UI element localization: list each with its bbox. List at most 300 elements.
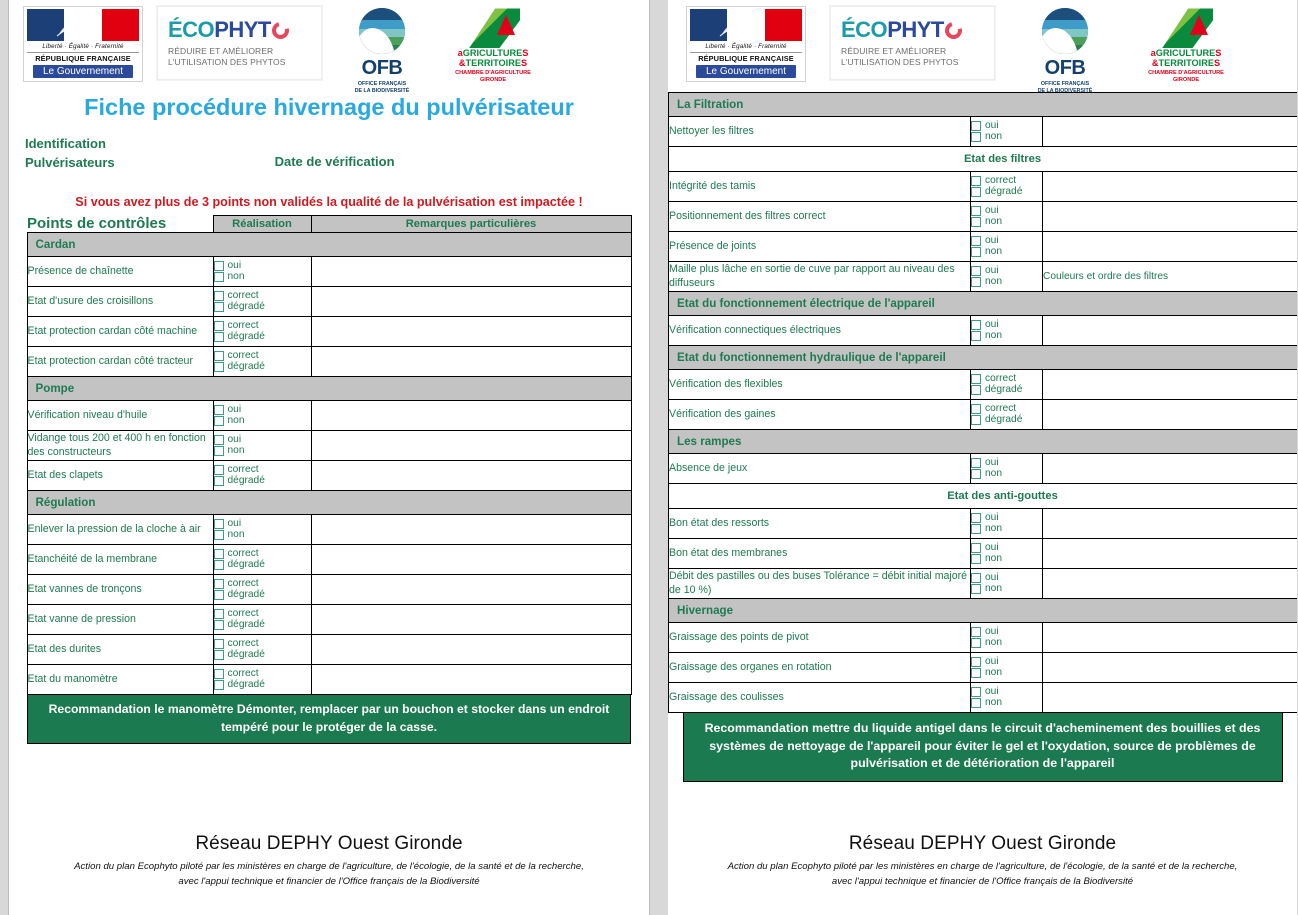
table-row [669,232,1298,262]
warning-text: Si vous avez plus de 3 points non validés la qualité de la pulvérisation est impactée ! [75,194,583,209]
footer-subtitle-right [668,860,1297,889]
checkbox-icon[interactable] [214,416,224,426]
checkbox-label: dégradé [227,558,265,570]
realisation-cell [971,623,1043,653]
ofb-logo-right [1019,6,1111,95]
table-row [669,569,1298,599]
ecophyto-subtitle-right [841,46,984,67]
agri-line1-b: GRICULTURE [462,48,523,58]
checkbox-icon[interactable] [214,680,224,690]
control-point-label: Etat du manomètre [27,665,213,695]
checkbox-option[interactable] [971,584,1042,595]
control-point-label: Présence de chaînette [27,257,213,287]
divider [27,52,139,53]
checkbox-label: oui [227,259,242,271]
checkbox-label: oui [227,517,242,529]
controls-table-right [668,92,1297,713]
realisation-cell [971,202,1043,232]
identification-label-line1: Identification [25,136,106,151]
checkbox-label: dégradé [227,360,265,372]
realisation-cell [971,232,1043,262]
agri-subtitle-right [1148,70,1224,85]
agri-line1-a-right: a [1150,48,1156,58]
checkbox-label: oui [985,456,999,468]
checkbox-icon[interactable] [214,609,224,619]
remarks-cell[interactable] [311,545,631,575]
ofb-sub-line2: DE LA BIODIVERSITÉ [354,87,410,94]
checkbox-icon[interactable] [971,657,981,667]
checkbox-icon[interactable] [971,627,981,637]
footer-right [668,833,1297,889]
checkbox-option[interactable] [971,524,1042,535]
table-row [669,683,1298,713]
checkbox-label: dégradé [227,300,265,312]
section-header-row [669,93,1298,117]
checkbox-option[interactable] [971,206,1042,217]
ofb-subtitle [355,81,410,95]
checkbox-icon[interactable] [971,687,981,697]
remarks-cell[interactable] [1043,653,1298,683]
section-header-row [669,430,1298,454]
checkbox-label: non [985,329,1002,341]
remarks-cell[interactable] [311,635,631,665]
checkbox-icon[interactable] [971,554,981,564]
checkbox-option[interactable] [971,554,1042,565]
ecophyto-logo [157,6,322,80]
remarks-cell[interactable] [1043,117,1298,147]
remarks-cell[interactable] [1043,316,1298,346]
checkbox-option[interactable] [214,272,311,283]
footer-sub-line1: Action du plan Ecophyto piloté par les ministères en charge de l'agriculture, de l'écologie, de la santé et de la recherche, [74,861,584,873]
ecophyto-sub-line1: RÉDUIRE ET AMÉLIORER [168,45,274,56]
checkbox-label: oui [985,264,999,276]
remarks-cell[interactable] [311,431,631,461]
checkbox-label: oui [985,571,999,583]
checkbox-option[interactable] [214,476,311,487]
checkbox-icon[interactable] [214,291,224,301]
agri-line1-c: S [522,48,529,58]
checkbox-option[interactable] [971,132,1042,143]
checkbox-icon[interactable] [971,132,981,142]
checkbox-label: oui [985,119,999,131]
remarks-cell[interactable] [311,461,631,491]
checkbox-icon[interactable] [214,579,224,589]
checkbox-icon[interactable] [971,187,981,197]
checkbox-option[interactable] [214,530,311,541]
control-point-label: Bon état des membranes [669,539,971,569]
agri-sub-line1-right: CHAMBRE D'AGRICULTURE [1148,69,1224,76]
footer-subtitle [9,860,649,889]
table-row [669,316,1298,346]
checkbox-option[interactable] [971,217,1042,228]
checkbox-icon[interactable] [971,668,981,678]
checkbox-option[interactable] [971,469,1042,480]
checkbox-option[interactable] [971,187,1042,198]
ofb-circle-icon [359,8,405,54]
checkbox-icon[interactable] [971,320,981,330]
table-row [669,202,1298,232]
control-point-label: Etat protection cardan côté machine [27,317,213,347]
checkbox-label: correct [985,402,1017,414]
remarks-cell[interactable]: Couleurs et ordre des filtres [1043,262,1298,292]
table-row [669,509,1298,539]
checkbox-icon[interactable] [214,650,224,660]
remarks-cell[interactable] [311,401,631,431]
ecophyto-sub-line2-right: L'UTILISATION DES PHYTOS [841,56,959,67]
checkbox-option[interactable] [971,404,1042,415]
control-point-label: Vérification niveau d'huile [27,401,213,431]
table-row [669,117,1298,147]
control-point-label: Positionnement des filtres correct [669,202,971,232]
checkbox-label: non [985,636,1002,648]
control-point-label: Absence de jeux [669,454,971,484]
footer-sub-line2-right: avec l'appui technique et financier de l'Office français de la Biodiversité [831,875,1134,887]
checkbox-icon[interactable] [214,519,224,529]
checkbox-icon[interactable] [214,351,224,361]
footer-left [9,833,649,889]
header-points-de-controles: Points de contrôles [27,215,167,233]
table-row [27,461,631,491]
checkbox-icon[interactable] [971,331,981,341]
divider-right [690,52,802,53]
control-point-label: Vidange tous 200 et 400 h en fonction des constructeurs [27,431,213,461]
control-point-label: Débit des pastilles ou des buses Tolérance = débit initial majoré de 10 %) [669,569,971,599]
remarks-cell[interactable] [1043,202,1298,232]
checkbox-icon[interactable] [971,638,981,648]
remarks-cell[interactable] [1043,509,1298,539]
checkbox-label: dégradé [985,383,1023,395]
control-point-label: Bon état des ressorts [669,509,971,539]
control-point-label: Graissage des coulisses [669,683,971,713]
gouvernement-badge-right: Le Gouvernement [696,65,796,78]
controls-table-left [27,215,632,696]
checkbox-option[interactable] [971,657,1042,668]
checkbox-label: correct [227,577,259,589]
realisation-cell [971,370,1043,400]
checkbox-icon[interactable] [214,302,224,312]
control-point-label: Vérification des gaines [669,400,971,430]
checkbox-label: non [227,414,245,426]
checkbox-icon[interactable] [214,362,224,372]
checkbox-icon[interactable] [214,446,224,456]
ofb-circle-icon-right [1042,8,1088,54]
remarks-cell[interactable] [311,605,631,635]
remarks-cell[interactable] [311,317,631,347]
checkbox-option[interactable] [214,332,311,343]
realisation-cell [213,545,311,575]
checkbox-option[interactable] [971,687,1042,698]
footer-title-right: Réseau DEPHY Ouest Gironde [848,833,1117,855]
ecophyto-phyt-text: PHYT [214,16,271,42]
checkbox-icon[interactable] [214,639,224,649]
checkbox-option[interactable] [971,385,1042,396]
checkbox-option[interactable] [971,415,1042,426]
checkbox-label: oui [985,541,999,553]
gouvernement-badge: Le Gouvernement [33,65,133,78]
table-row [27,401,631,431]
remarks-cell[interactable] [1043,400,1298,430]
checkbox-option[interactable] [971,331,1042,342]
agricultures-territoires-logo [442,6,544,84]
agri-line1-a: a [457,48,463,58]
checkbox-label: dégradé [227,618,265,630]
checkbox-icon[interactable] [971,206,981,216]
agri-line2-b-right: TERRITOIRE [1158,58,1214,69]
page-right [668,0,1297,915]
ofb-logo [336,6,428,95]
checkbox-icon[interactable] [971,247,981,257]
checkbox-label: non [227,270,245,282]
checkbox-icon[interactable] [971,385,981,395]
realisation-cell [213,401,311,431]
section-header-row [27,233,631,257]
table-row [27,347,631,377]
checkbox-label: correct [227,667,259,679]
remarks-cell[interactable] [311,515,631,545]
remarks-cell[interactable] [1043,454,1298,484]
marianne-icon [53,10,99,40]
table-row [669,539,1298,569]
checkbox-icon[interactable] [971,266,981,276]
checkbox-icon[interactable] [971,121,981,131]
control-point-label: Etat vannes de tronçons [27,575,213,605]
remarks-cell[interactable] [1043,569,1298,599]
section-title: La Filtration [669,93,1298,117]
ofb-sub-line1-right: OFFICE FRANÇAIS [1040,81,1090,87]
checkbox-option[interactable] [971,627,1042,638]
checkbox-option[interactable] [214,416,311,427]
checkbox-icon[interactable] [971,524,981,534]
agri-sub-line2-right: GIRONDE [1172,76,1200,83]
checkbox-icon[interactable] [214,435,224,445]
checkbox-label: non [227,444,245,456]
remarks-cell[interactable] [1043,232,1298,262]
checkbox-label: oui [985,234,999,246]
section-header-row [669,292,1298,316]
checkbox-icon[interactable] [214,465,224,475]
checkbox-option[interactable] [971,121,1042,132]
table-row [27,287,631,317]
checkbox-icon[interactable] [971,698,981,708]
section-title: Hivernage [669,599,1298,623]
ofb-subtitle-right [1038,81,1093,95]
table-row [27,545,631,575]
checkbox-option[interactable] [971,277,1042,288]
checkbox-icon[interactable] [971,176,981,186]
checkbox-label: non [985,666,1002,678]
checkbox-icon[interactable] [214,261,224,271]
checkbox-icon[interactable] [214,272,224,282]
ofb-acronym: OFB [361,57,403,79]
checkbox-option[interactable] [971,698,1042,709]
checkbox-option[interactable] [214,560,311,571]
checkbox-icon[interactable] [971,277,981,287]
french-flag-icon-right [690,9,802,41]
republique-francaise-logo-right [686,6,806,82]
checkbox-icon[interactable] [971,458,981,468]
checkbox-label: oui [985,204,999,216]
agri-line1 [458,48,529,58]
realisation-cell [971,683,1043,713]
checkbox-icon[interactable] [214,321,224,331]
checkbox-option[interactable] [971,320,1042,331]
control-point-label: Etat d'usure des croisillons [27,287,213,317]
subsection-header-row [669,484,1298,509]
checkbox-icon[interactable] [971,404,981,414]
page-gutter [650,0,668,915]
agri-line1-c-right: S [1215,48,1222,58]
agri-leaf-icon [466,6,520,48]
checkbox-option[interactable] [971,266,1042,277]
checkbox-option[interactable] [971,513,1042,524]
recommendation-box-right: Recommandation mettre du liquide antigel dans le circuit d'acheminement des bouillies et des systèmes de nettoyage de l'appareil pour éviter le gel et l'oxydation, source de problèmes de pulvérisation et de détérioration de l'appareil [683,713,1283,782]
checkbox-icon[interactable] [214,620,224,630]
checkbox-option[interactable] [214,302,311,313]
checkbox-icon[interactable] [971,573,981,583]
checkbox-label: correct [227,547,259,559]
remarks-cell[interactable] [1043,623,1298,653]
remarks-cell[interactable] [1043,683,1298,713]
checkbox-option[interactable] [971,176,1042,187]
ecophyto-eco-text-right: ÉCO [841,16,888,42]
ecophyto-logo-right [830,6,995,80]
page-title: Fiche procédure hivernage du pulvérisateur [84,94,574,120]
realisation-cell [971,569,1043,599]
checkbox-option[interactable] [971,638,1042,649]
checkbox-option[interactable] [214,650,311,661]
agri-line2-c-right: S [1213,58,1221,69]
checkbox-option[interactable] [214,362,311,373]
remarks-cell[interactable] [311,347,631,377]
checkbox-option[interactable] [971,543,1042,554]
checkbox-label: correct [227,319,259,331]
remarks-cell[interactable] [311,287,631,317]
checkbox-label: dégradé [985,413,1023,425]
checkbox-icon[interactable] [971,415,981,425]
control-point-label: Graissage des organes en rotation [669,653,971,683]
checkbox-label: correct [227,637,259,649]
checkbox-option[interactable] [971,236,1042,247]
remarks-cell[interactable] [1043,172,1298,202]
checkbox-icon[interactable] [214,669,224,679]
checkbox-option[interactable] [971,458,1042,469]
checkbox-icon[interactable] [971,543,981,553]
control-point-label: Etat protection cardan côté tracteur [27,347,213,377]
realisation-cell [971,117,1043,147]
checkbox-label: dégradé [227,678,265,690]
agri-leaf-icon-right [1159,6,1213,48]
republique-francaise-logo [23,6,143,82]
ecophyto-arrow-icon-right [942,19,965,42]
agri-line2-a-right: & [1151,58,1159,69]
checkbox-label: dégradé [985,185,1023,197]
checkbox-label: oui [985,318,999,330]
control-point-label: Maille plus lâche en sortie de cuve par rapport au niveau des diffuseurs [669,262,971,292]
checkbox-icon[interactable] [214,560,224,570]
ecophyto-eco-text: ÉCO [168,16,215,42]
footer-sub-line2: avec l'appui technique et financier de l'Office français de la Biodiversité [178,875,480,887]
realisation-cell [971,509,1043,539]
control-point-label: Vérification des flexibles [669,370,971,400]
checkbox-label: oui [227,433,242,445]
table-row [27,635,631,665]
remarks-cell[interactable] [311,575,631,605]
identification-block [9,121,649,173]
checkbox-option[interactable] [214,680,311,691]
checkbox-icon[interactable] [971,513,981,523]
table-row [27,665,631,695]
french-flag-icon [27,9,139,41]
checkbox-icon[interactable] [214,405,224,415]
checkbox-icon[interactable] [971,469,981,479]
realisation-cell [213,347,311,377]
checkbox-option[interactable] [971,573,1042,584]
checkbox-icon[interactable] [214,476,224,486]
realisation-cell [213,605,311,635]
control-point-label: Enlever la pression de la cloche à air [27,515,213,545]
remarks-cell[interactable] [311,257,631,287]
checkbox-option[interactable] [214,446,311,457]
section-title: Régulation [27,491,631,515]
realisation-cell [971,539,1043,569]
checkbox-option[interactable] [214,620,311,631]
date-verification-label: Date de vérification [274,153,395,169]
checkbox-icon[interactable] [971,584,981,594]
table-row [669,454,1298,484]
section-title: Etat du fonctionnement électrique de l'appareil [669,292,1298,316]
realisation-cell [971,262,1043,292]
section-header-row [669,346,1298,370]
checkbox-icon[interactable] [214,549,224,559]
checkbox-option[interactable] [214,590,311,601]
agri-line1-right [1151,48,1222,58]
checkbox-icon[interactable] [971,236,981,246]
table-row [27,257,631,287]
checkbox-label: oui [985,625,999,637]
agri-line2-a: & [458,58,466,69]
control-point-label: Etat vanne de pression [27,605,213,635]
control-point-label: Etanchéité de la membrane [27,545,213,575]
checkbox-option[interactable] [971,668,1042,679]
realisation-cell [213,515,311,545]
control-point-label: Etat des clapets [27,461,213,491]
table-row [669,262,1298,292]
ofb-sub-line1: OFFICE FRANÇAIS [357,81,407,87]
checkbox-option[interactable] [971,247,1042,258]
checkbox-label: oui [985,685,999,697]
checkbox-icon[interactable] [214,590,224,600]
agri-line2-c: S [520,58,528,69]
checkbox-label: non [985,130,1002,142]
checkbox-icon[interactable] [971,217,981,227]
section-title: Etat du fonctionnement hydraulique de l'appareil [669,346,1298,370]
checkbox-label: correct [985,372,1017,384]
table-row [669,172,1298,202]
checkbox-icon[interactable] [214,530,224,540]
checkbox-label: dégradé [227,330,265,342]
footer-title: Réseau DEPHY Ouest Gironde [195,833,463,855]
checkbox-icon[interactable] [214,332,224,342]
checkbox-icon[interactable] [971,374,981,384]
table-row [27,575,631,605]
remarks-cell[interactable] [1043,539,1298,569]
section-title: Les rampes [669,430,1298,454]
checkbox-label: correct [985,174,1017,186]
checkbox-label: dégradé [227,474,265,486]
remarks-cell[interactable] [311,665,631,695]
remarks-cell[interactable] [1043,370,1298,400]
checkbox-option[interactable] [971,374,1042,385]
